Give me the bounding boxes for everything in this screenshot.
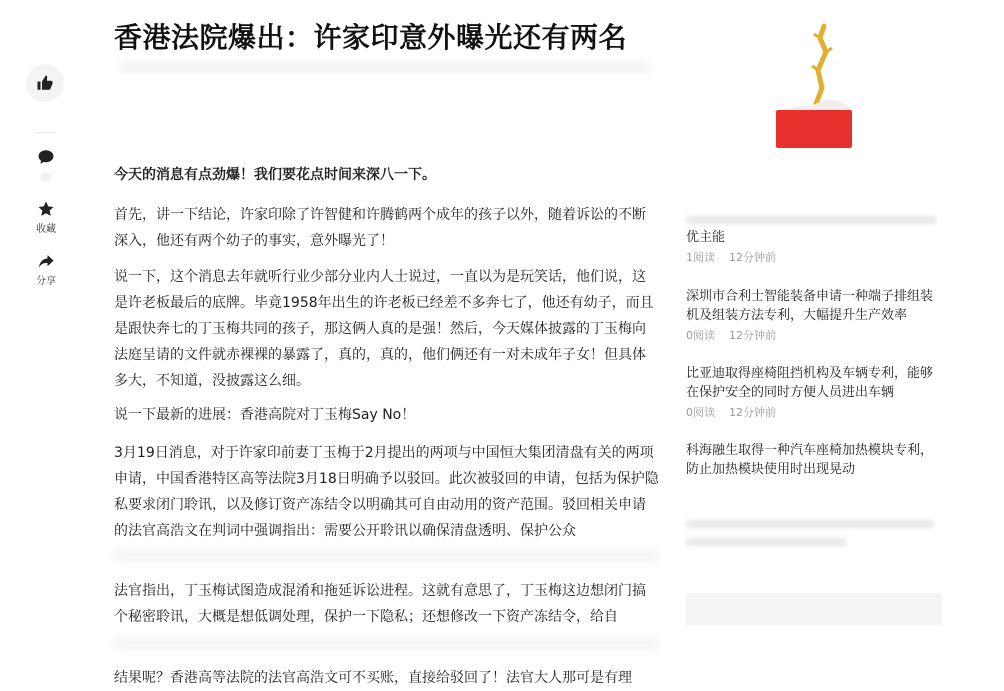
thumbs-up-icon <box>36 74 54 92</box>
news-reads: 0阅读 <box>686 406 715 419</box>
news-time: 12分钟前 <box>729 329 776 342</box>
article-title: 香港法院爆出：许家印意外曝光还有两名 <box>114 21 628 54</box>
article-paragraph: 首先，讲一下结论，许家印除了许智健和许腾鹤两个成年的孩子以外，随着诉讼的不断深入，他还有两个幼子的事实，意外曝光了！ <box>114 207 646 249</box>
comment-icon <box>37 148 55 166</box>
article-paragraph: 说一下最新的进展：香港高院对丁玉梅Say No！ <box>114 407 416 423</box>
news-title[interactable]: 科海融生取得一种汽车座椅加热模块专利，防止加热模块使用时出现晃动 <box>686 443 934 477</box>
news-title[interactable]: 比亚迪取得座椅阻挡机构及车辆专利，能够在保护安全的同时方便人员进出车辆 <box>686 366 934 400</box>
rail-divider <box>36 132 56 133</box>
news-item[interactable] <box>686 441 942 497</box>
share-arrow-icon <box>37 252 55 270</box>
ad-image[interactable] <box>774 18 854 150</box>
star-icon <box>37 200 55 218</box>
news-reads: 0阅读 <box>686 329 715 342</box>
blurred-line <box>686 216 936 224</box>
news-item[interactable] <box>686 287 942 343</box>
blurred-line <box>686 520 934 528</box>
news-title[interactable]: 深圳市合利士智能装备申请一种端子排组装机及组装方法专利，大幅提升生产效率 <box>686 289 934 323</box>
blurred-line <box>686 538 846 546</box>
article-paragraph: 今天的消息有点劲爆！我们要花点时间来深八一下。 <box>114 167 436 183</box>
news-item[interactable] <box>686 364 942 420</box>
share-label: 分享 <box>36 276 56 287</box>
news-item[interactable] <box>686 228 942 265</box>
news-title[interactable]: 优主能 <box>686 230 726 245</box>
meta-blur <box>120 62 650 72</box>
article-paragraph: 结果呢？香港高等法院的法官高浩文可不买账，直接给驳回了！法官大人那可是有理 <box>114 670 632 686</box>
sidebar-bottom-card <box>686 593 942 625</box>
article-paragraph: 说一下，这个消息去年就听行业少部分业内人士说过，一直以为是玩笑话，他们说，这是许老板最后的底牌。毕竟1958年出生的许老板已经差不多奔七了，他还有幼子，而且是跟快奔七的丁玉梅共同的孩子，那这俩人真的是强！然后，今天媒体披露的丁玉梅向法庭呈请的文件就赤裸裸的暴露了，真的，真的，他们俩还有一对未成年子女！但具体多大，不知道，没披露这么细。 <box>114 269 654 389</box>
collect-button[interactable] <box>26 200 66 236</box>
blurred-line <box>114 636 659 650</box>
news-time: 12分钟前 <box>729 406 776 419</box>
news-time: 12分钟前 <box>729 251 776 264</box>
blurred-line <box>114 548 659 562</box>
comment-count-blur <box>41 173 51 181</box>
article-paragraph: 法官指出，丁玉梅试图造成混淆和拖延诉讼进程。这就有意思了，丁玉梅这边想闭门搞个秘密聆讯，大概是想低调处理，保护一下隐私；还想修改一下资产冻结令，给自 <box>114 583 646 625</box>
collect-label: 收藏 <box>36 224 56 235</box>
share-button[interactable] <box>26 252 66 288</box>
like-button[interactable] <box>26 64 64 102</box>
article-paragraph: 3月19日消息，对于许家印前妻丁玉梅于2月提出的两项与中国恒大集团清盘有关的两项申请，中国香港特区高等法院3月18日明确予以驳回。此次被驳回的申请，包括为保护隐私要求闭门聆讯，以及修订资产冻结令以明确其可自由动用的资产范围。驳回相关申请的法官高浩文在判词中强调指出：需要公开聆讯以确保清盘透明、保护公众 <box>114 445 659 539</box>
comment-button[interactable] <box>26 148 66 181</box>
news-reads: 1阅读 <box>686 251 715 264</box>
